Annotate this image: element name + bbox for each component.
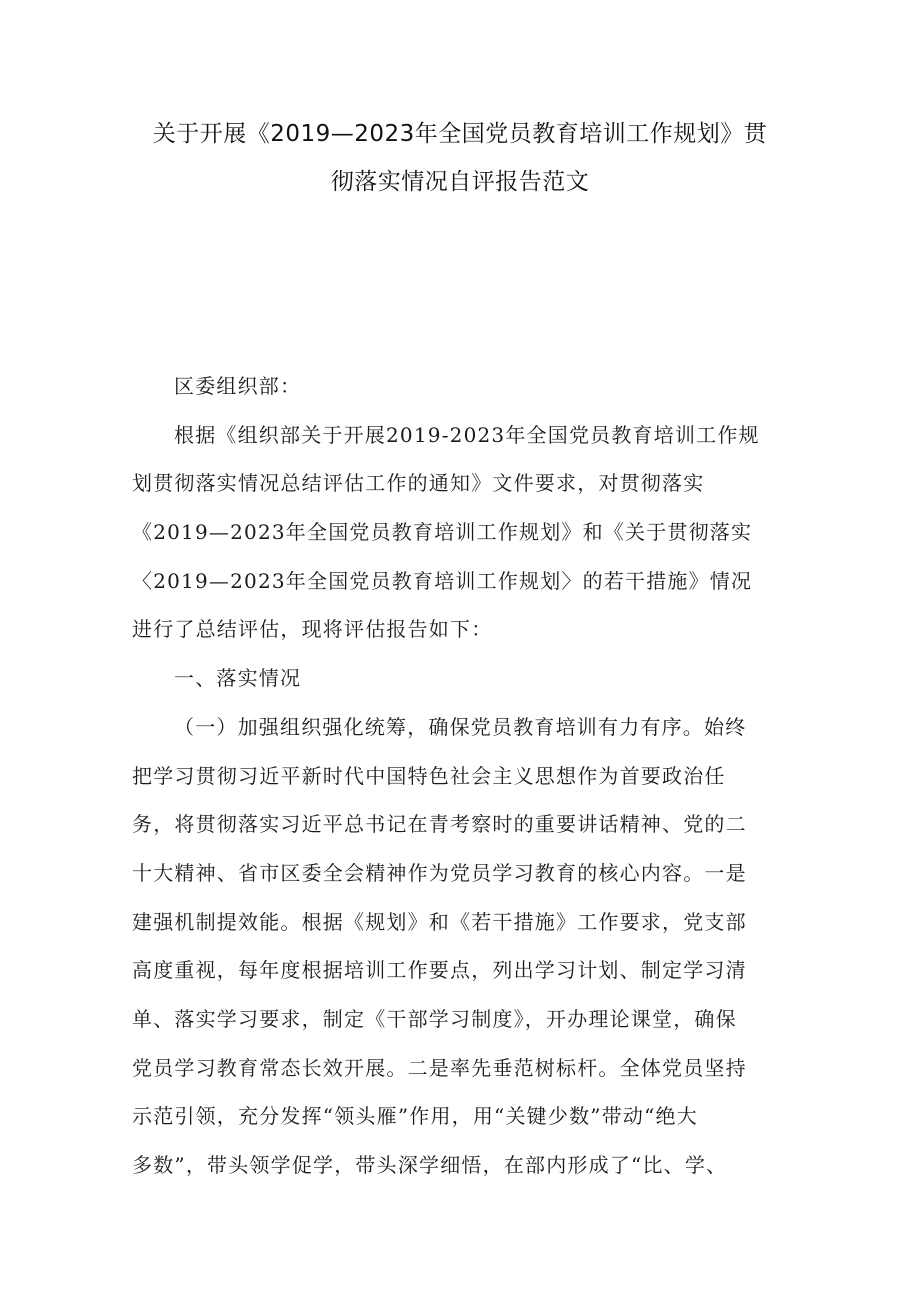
document-body (132, 362, 792, 1190)
paragraph-line: 把学习贯彻习近平新时代中国特色社会主义思想作为首要政治任 (132, 763, 726, 788)
document-title (120, 110, 800, 206)
paragraph-line: 划贯彻落实情况总结评估工作的通知》文件要求，对贯彻落实 (132, 471, 705, 496)
paragraph-line: （一）加强组织强化统筹，确保党员教育培训有力有序。始终 (174, 714, 747, 739)
title-line: 关于开展《2019—2023年全国党员教育培训工作规划》贯 (152, 121, 768, 147)
paragraph-line: 建强机制提效能。根据《规划》和《若干措施》工作要求，党支部 (132, 909, 747, 934)
title-line: 彻落实情况自评报告范文 (330, 169, 590, 195)
section-heading: 一、落实情况 (174, 666, 302, 691)
paragraph-line: 单、落实学习要求，制定《干部学习制度》，开办理论课堂，确保 (132, 1006, 737, 1031)
paragraph-line: 多数”，带头领学促学，带头深学细悟，在部内形成了“比、学、 (132, 1153, 728, 1177)
paragraph-line: 党员学习教育常态长效开展。二是率先垂范树标杆。全体党员坚持 (132, 1055, 747, 1080)
paragraph-line: 务，将贯彻落实习近平总书记在青考察时的重要讲话精神、党的二 (132, 812, 747, 837)
paragraph-line: 十大精神、省市区委全会精神作为党员学习教育的核心内容。一是 (132, 860, 747, 885)
paragraph-line: 《2019—2023年全国党员教育培训工作规划》和《关于贯彻落实 (132, 520, 753, 545)
paragraph-line: 根据《组织部关于开展2019-2023年全国党员教育培训工作规 (174, 422, 760, 447)
paragraph-line: 〈2019—2023年全国党员教育培训工作规划〉的若干措施》情况 (132, 568, 753, 593)
paragraph-line: 进行了总结评估，现将评估报告如下： (132, 617, 493, 642)
salutation: 区委组织部： (174, 374, 302, 398)
paragraph-line: 示范引领，充分发挥“领头雁”作用，用“关键少数”带动“绝大 (132, 1104, 698, 1129)
paragraph-line: 高度重视，每年度根据培训工作要点，列出学习计划、制定学习清 (132, 958, 747, 983)
